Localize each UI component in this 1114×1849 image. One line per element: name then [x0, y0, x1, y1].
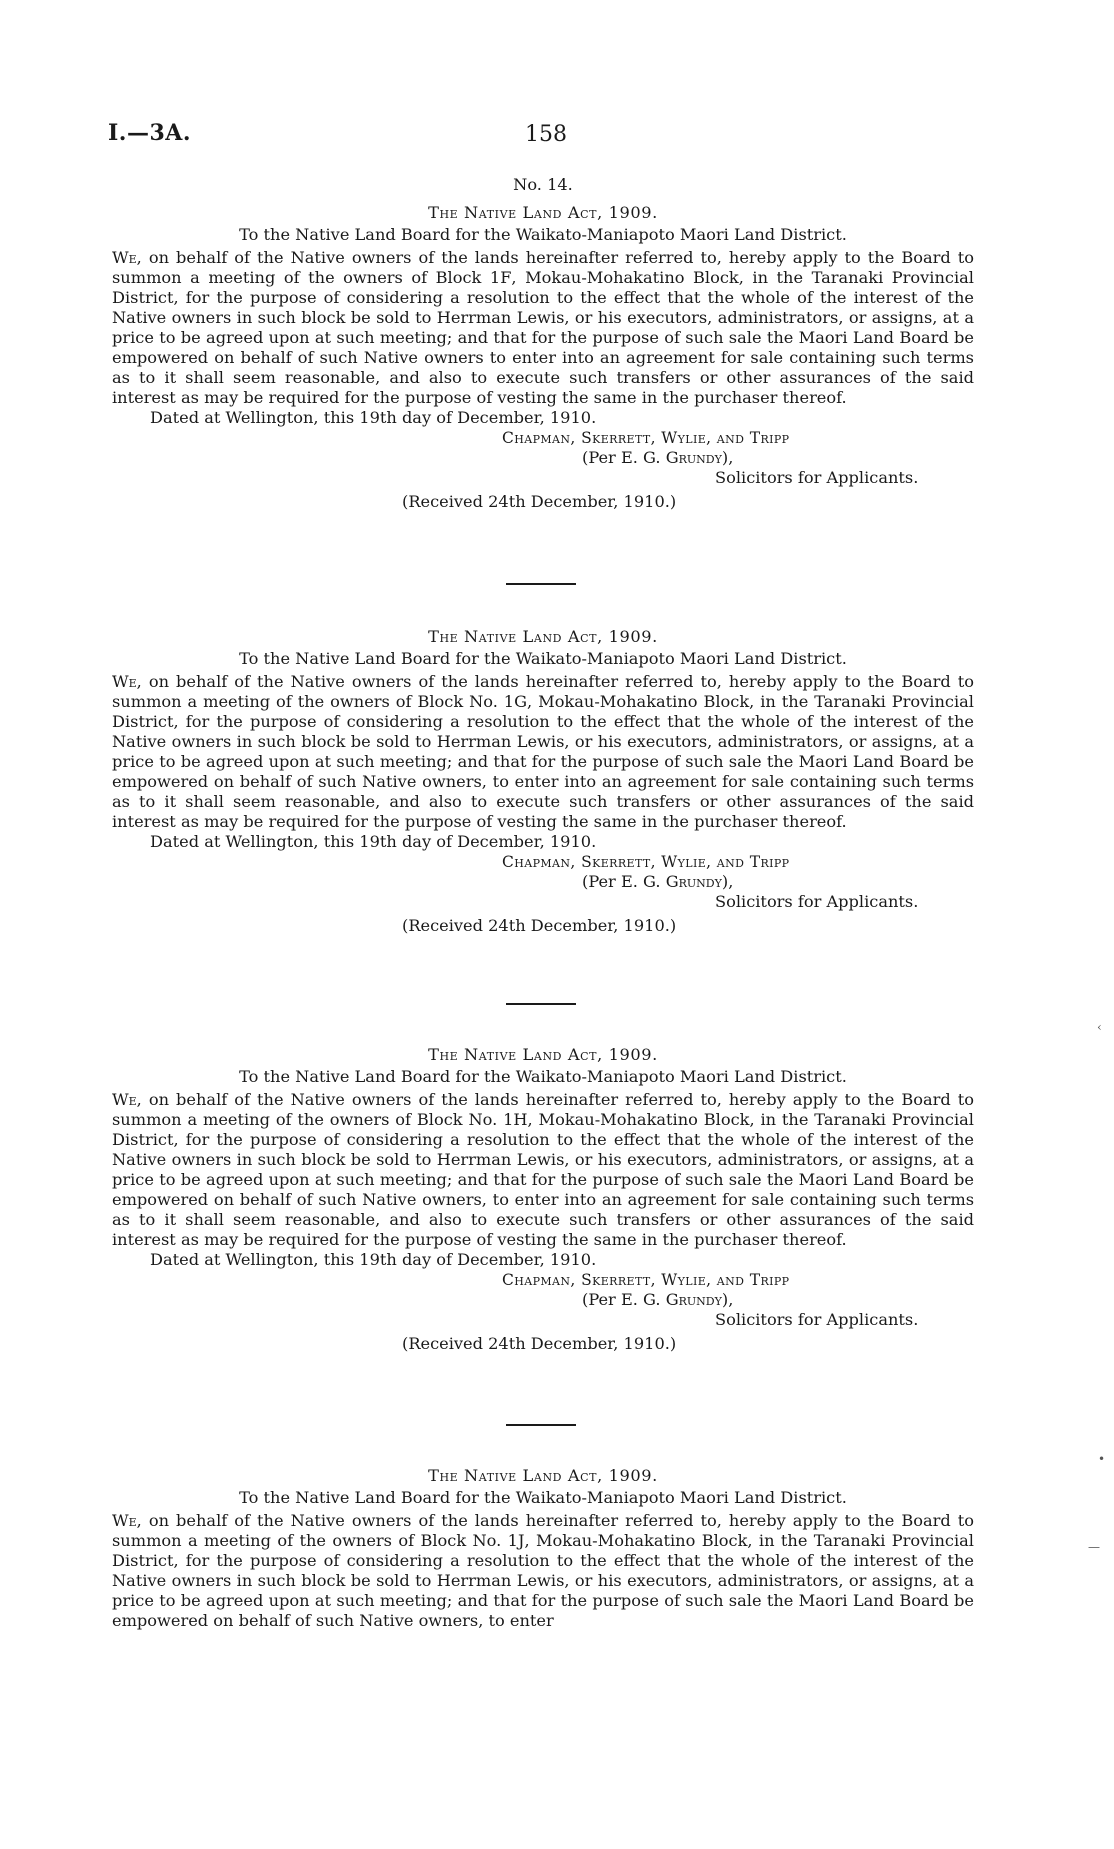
page-number: 158: [525, 122, 567, 147]
section-divider: [506, 1003, 576, 1005]
body-text-b: , Mokau-Mohakatino Block, in the Taranaki Provincial District, for the purpose of considering a resolution to the effect that the whole of the interest of the Native owners in such block be sold to Herrman Lewis, or his executors, administrators, or assigns, at a price to be agreed upon at such meeting; and that for the purpose of such sale the Maori Land Board be empowered on behalf of such Native owners, to enter into an agreement for sale containing such terms as to it shall seem reasonable, and also to execute such transfers or other assurances of the said interest as may be required for the purpose of vesting the same in the purchaser thereof.: [112, 692, 974, 831]
notice-no-14: [112, 175, 974, 512]
per-line: [582, 872, 974, 892]
block-letter: F: [500, 268, 512, 287]
act-title: The Native Land Act, 1909.: [428, 203, 658, 222]
per-suffix: ),: [721, 872, 734, 891]
received-date: (Received 24th December, 1910.): [402, 916, 677, 935]
notice-block-1g: [112, 627, 974, 936]
signatory: Chapman, Skerrett, Wylie, and Tripp: [502, 429, 790, 447]
body-text-b: , Mokau-Mohakatino Block, in the Taranaki Provincial District, for the purpose of considering a resolution to the effect that the whole of the interest of the Native owners in such block be sold to Herrman Lewis, or his executors, administrators, or assigns, at a price to be agreed upon at such meeting; and that for the purpose of such sale the Maori Land Board be empowered on behalf of such Native owners to enter into an agreement for sale containing such terms as to it shall seem reasonable, and also to execute such transfers or other assurances of the said interest as may be required for the purpose of vesting the same in the purchaser thereof.: [112, 268, 974, 407]
signatory-role: Solicitors for Applicants.: [715, 892, 919, 911]
addressee: To the Native Land Board for the Waikato-Maniapoto Maori Land District.: [239, 1488, 847, 1507]
per-name: Grundy: [665, 448, 722, 467]
per-name: Grundy: [665, 1290, 722, 1309]
notice-number: No. 14.: [513, 175, 573, 194]
body-text-a: on behalf of the Native owners of the lands hereinafter referred to, hereby apply to the Board to summon a meeting of the owners of Block No. 1: [112, 1090, 974, 1129]
scan-mark: ‹: [1097, 1020, 1102, 1034]
signatory: Chapman, Skerrett, Wylie, and Tripp: [502, 853, 790, 871]
block-letter: G: [514, 692, 528, 711]
signatory-role: Solicitors for Applicants.: [715, 1310, 919, 1329]
addressee: To the Native Land Board for the Waikato-Maniapoto Maori Land District.: [239, 1067, 847, 1086]
per-prefix: (Per E. G.: [582, 448, 666, 467]
received-date: (Received 24th December, 1910.): [402, 1334, 677, 1353]
act-title: The Native Land Act, 1909.: [428, 1045, 658, 1064]
per-name: Grundy: [665, 872, 722, 891]
block-letter: H: [513, 1110, 528, 1129]
addressee: To the Native Land Board for the Waikato-Maniapoto Maori Land District.: [239, 225, 847, 244]
per-line: [582, 448, 974, 468]
body-text-a: on behalf of the Native owners of the lands hereinafter referred to, hereby apply to the Board to summon a meeting of the owners of Block No. 1: [112, 672, 974, 711]
addressee: To the Native Land Board for the Waikato-Maniapoto Maori Land District.: [239, 649, 847, 668]
application-body: [112, 1090, 974, 1250]
notice-block-1j: [112, 1466, 974, 1631]
body-we: We,: [112, 1090, 142, 1109]
received-date: (Received 24th December, 1910.): [402, 492, 677, 511]
dated-line: Dated at Wellington, this 19th day of December, 1910.: [150, 832, 597, 851]
per-prefix: (Per E. G.: [582, 872, 666, 891]
notice-block-1h: [112, 1045, 974, 1354]
application-body: [112, 248, 974, 408]
block-letter: J: [517, 1531, 525, 1550]
act-title: The Native Land Act, 1909.: [428, 627, 658, 646]
application-body: [112, 1511, 974, 1631]
per-suffix: ),: [721, 1290, 734, 1309]
per-line: [582, 1290, 974, 1310]
body-we: We,: [112, 248, 142, 267]
body-text-b: , Mokau-Mohakatino Block, in the Taranaki Provincial District, for the purpose of considering a resolution to the effect that the whole of the interest of the Native owners in such block be sold to Herrman Lewis, or his executors, administrators, or assigns, at a price to be agreed upon at such meeting; and that for the purpose of such sale the Maori Land Board be empowered on behalf of such Native owners, to enter into an agreement for sale containing such terms as to it shall seem reasonable, and also to execute such transfers or other assurances of the said interest as may be required for the purpose of vesting the same in the purchaser thereof.: [112, 1110, 974, 1249]
body-text-a: on behalf of the Native owners of the lands hereinafter referred to, hereby apply to the Board to summon a meeting of the owners of Block 1: [112, 248, 974, 287]
scan-mark: •: [1098, 1452, 1106, 1466]
per-prefix: (Per E. G.: [582, 1290, 666, 1309]
application-body: [112, 672, 974, 832]
dated-line: Dated at Wellington, this 19th day of December, 1910.: [150, 408, 597, 427]
per-suffix: ),: [721, 448, 734, 467]
signatory: Chapman, Skerrett, Wylie, and Tripp: [502, 1271, 790, 1289]
scan-mark: —: [1088, 1540, 1100, 1554]
body-we: We,: [112, 672, 142, 691]
body-text-a: on behalf of the Native owners of the lands hereinafter referred to, hereby apply to the Board to summon a meeting of the owners of Block No. 1: [112, 1511, 974, 1550]
act-title: The Native Land Act, 1909.: [428, 1466, 658, 1485]
signatory-role: Solicitors for Applicants.: [715, 468, 919, 487]
body-we: We,: [112, 1511, 142, 1530]
document-reference: I.—3A.: [108, 120, 191, 146]
dated-line: Dated at Wellington, this 19th day of December, 1910.: [150, 1250, 597, 1269]
section-divider: [506, 1424, 576, 1426]
body-text-b: , Mokau-Mohakatino Block, in the Taranaki Provincial District, for the purpose of considering a resolution to the effect that the whole of the interest of the Native owners in such block be sold to Herrman Lewis, or his executors, administrators, or assigns, at a price to be agreed upon at such meeting; and that for the purpose of such sale the Maori Land Board be empowered on behalf of such Native owners, to enter: [112, 1531, 974, 1630]
section-divider: [506, 583, 576, 585]
